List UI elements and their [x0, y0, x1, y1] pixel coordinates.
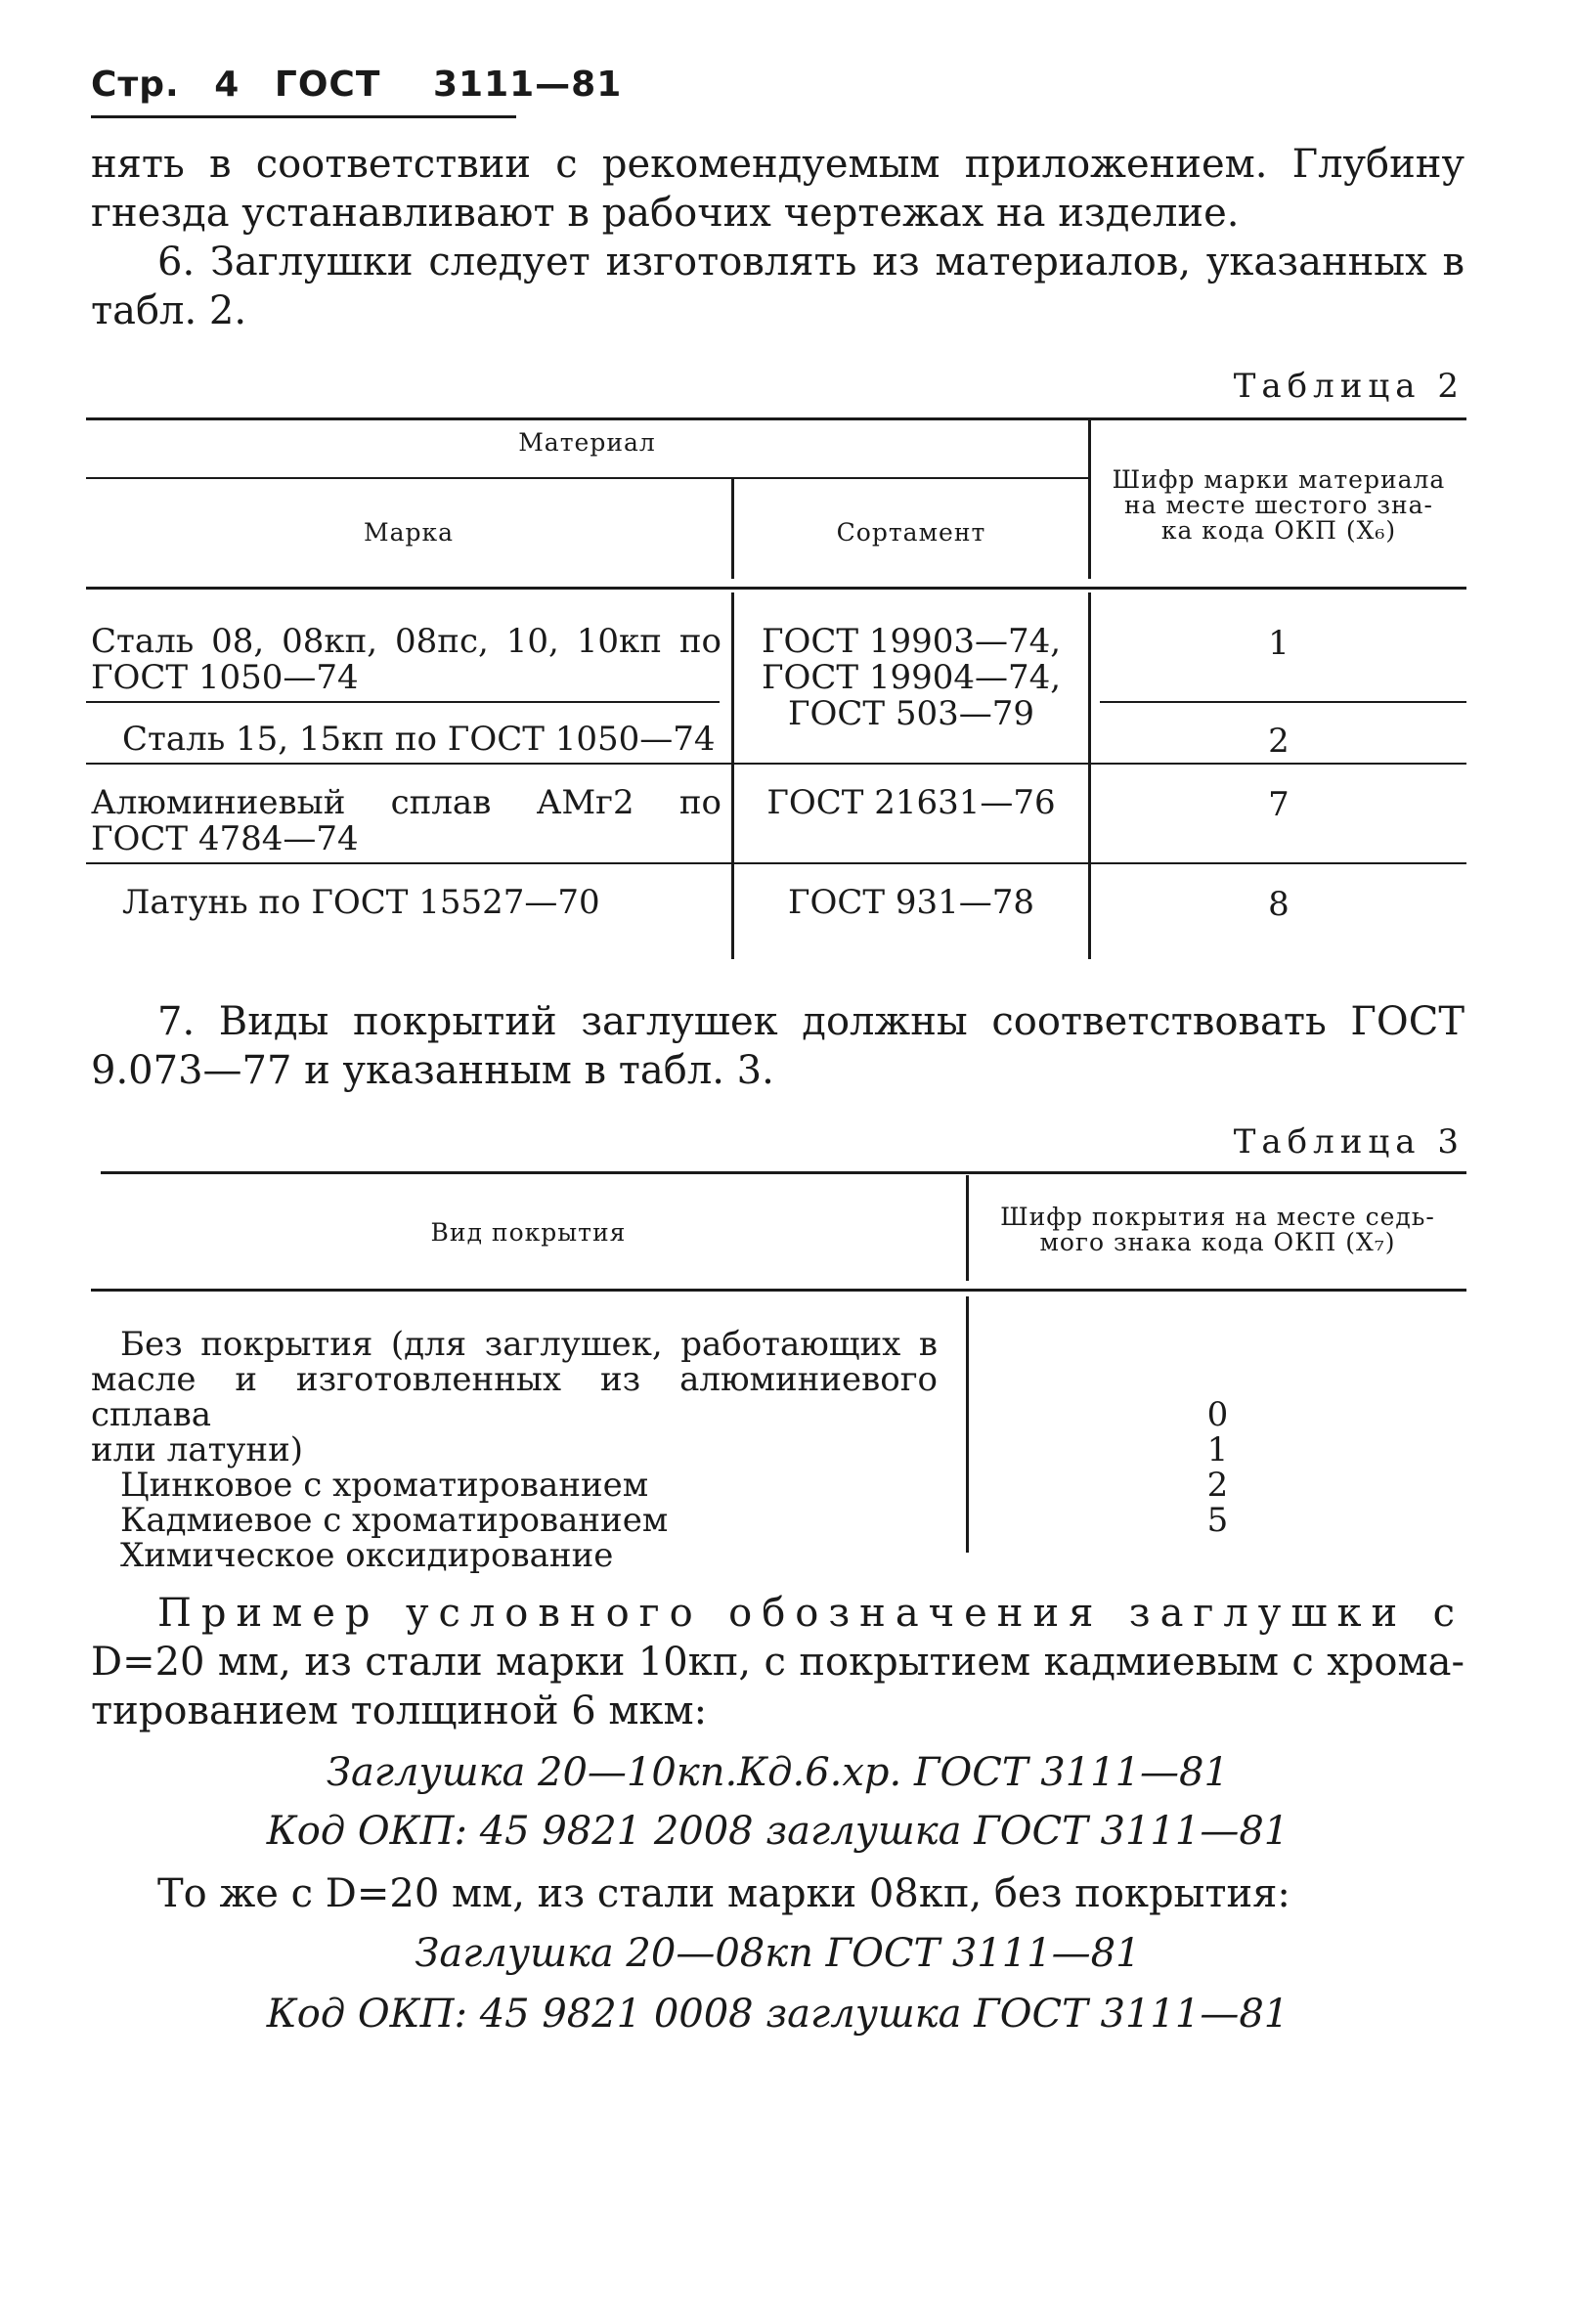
table3-header-coating: Вид покрытия	[430, 1218, 627, 1247]
table3-row-1-line: масле и изготовленных из алюминиевого сплава	[91, 1360, 938, 1434]
paragraph-line: нять в соответствии с рекомендуемым приложением. Глубину	[91, 142, 1465, 187]
table2-row-1-grade: Сталь 08, 08кп, 08пс, 10, 10кп по	[91, 622, 721, 661]
table2-row-4-code: 8	[1268, 885, 1290, 924]
table3-coating-list	[91, 1327, 938, 1573]
designation-2: Заглушка 20—08кп ГОСТ 3111—81	[415, 1931, 1141, 1976]
table3-header-code-line: мого знака кода ОКП (X₇)	[1039, 1228, 1396, 1256]
table2-header-code-line: ка кода ОКП (X₆)	[1160, 516, 1397, 545]
table2-head-bottom-rule	[86, 587, 1466, 590]
table2-shared-assortment	[734, 624, 1088, 732]
table3-header-code-line: Шифр покрытия на месте седь-	[1000, 1203, 1435, 1231]
example-line: D=20 мм, из стали марки 10кп, с покрытием кадмиевым с хрома-	[91, 1640, 1465, 1685]
table2-row-3-grade: ГОСТ 4784—74	[91, 819, 359, 858]
paragraph-line: гнезда устанавливают в рабочих чертежах на изделие.	[91, 191, 1240, 236]
table2-header-material: Материал	[518, 428, 656, 457]
paragraph-6-line: 6. Заглушки следует изготовлять из материалов, указанных в	[157, 240, 1465, 285]
table3-header-code	[969, 1205, 1466, 1255]
table3-top-rule	[101, 1171, 1466, 1174]
table2-row-rule	[86, 862, 1466, 864]
table3-caption: Таблица 3	[1233, 1122, 1465, 1162]
table2-header-code-line: Шифр марки материала	[1112, 465, 1446, 494]
okp-code-1: Код ОКП: 45 9821 2008 заглушка ГОСТ 3111—81	[266, 1809, 1290, 1854]
table2-row-3-assortment: ГОСТ 21631—76	[766, 783, 1056, 822]
page-header	[91, 65, 622, 105]
table2-row-rule	[86, 701, 720, 703]
table3-head-bottom-rule	[91, 1289, 1466, 1292]
table2-row-4-assortment: ГОСТ 931—78	[787, 883, 1035, 922]
paragraph-7-line: 7. Виды покрытий заглушек должны соответствовать ГОСТ	[157, 999, 1465, 1044]
table2-header-code	[1091, 467, 1466, 544]
table3-row-4-code: 5	[1206, 1501, 1229, 1540]
table3-row-3-name: Кадмиевое с хроматированием	[120, 1501, 669, 1540]
okp-code-2: Код ОКП: 45 9821 0008 заглушка ГОСТ 3111—81	[266, 1992, 1290, 2037]
table2-row-2-code: 2	[1268, 722, 1290, 761]
table3-row-1-line: Без покрытия (для заглушек, работающих в	[120, 1325, 938, 1364]
table2-row-2-grade: Сталь 15, 15кп по ГОСТ 1050—74	[122, 720, 716, 759]
table2-header-assortment: Сортамент	[836, 518, 986, 547]
table2-caption: Таблица 2	[1233, 367, 1465, 406]
paragraph-6-line: табл. 2.	[91, 288, 247, 333]
table3-row-2-code: 1	[1206, 1430, 1229, 1469]
header-rule	[91, 115, 516, 118]
table2-top-rule	[86, 417, 1466, 420]
example-same-line: То же с D=20 мм, из стали марки 08кп, без покрытия:	[157, 1871, 1290, 1916]
table2-header-code-line: на месте шестого зна-	[1124, 491, 1433, 519]
table2-assortment-line: ГОСТ 19904—74,	[761, 658, 1062, 697]
example-line: тированием толщиной 6 мкм:	[91, 1688, 708, 1733]
header-label: Стр.	[91, 65, 180, 105]
table2-row-1-code: 1	[1268, 624, 1290, 663]
header-standard: ГОСТ	[274, 65, 381, 105]
table3-row-4-name: Химическое оксидирование	[120, 1536, 614, 1575]
table2-header-rule	[86, 477, 1088, 479]
table3-row-1-code: 0	[1206, 1395, 1229, 1434]
table2-row-3-grade: Алюминиевый сплав АМг2 по	[91, 783, 721, 822]
table2-row-rule	[86, 763, 1466, 765]
header-standard-number: 3111—81	[432, 65, 623, 105]
table3-code-list	[969, 1397, 1466, 1538]
table3-row-1-line: или латуни)	[91, 1430, 303, 1469]
paragraph-7-line: 9.073—77 и указанным в табл. 3.	[91, 1048, 774, 1093]
table2-header-grade: Марка	[363, 518, 455, 547]
table2-assortment-line: ГОСТ 503—79	[787, 694, 1035, 733]
table3-row-2-name: Цинковое с хроматированием	[120, 1466, 649, 1505]
example-heading: Пример условного обозначения заглушки с	[157, 1591, 1465, 1636]
table2-row-rule	[1100, 701, 1466, 703]
header-page-number: 4	[214, 65, 240, 105]
table2-row-4-grade: Латунь по ГОСТ 15527—70	[122, 883, 600, 922]
table2-row-1-grade: ГОСТ 1050—74	[91, 658, 359, 697]
table2-row-3-code: 7	[1268, 785, 1290, 824]
designation-1: Заглушка 20—10кп.Кд.6.хр. ГОСТ 3111—81	[327, 1750, 1229, 1795]
table2-assortment-line: ГОСТ 19903—74,	[761, 622, 1062, 661]
table3-row-3-code: 2	[1206, 1466, 1229, 1505]
